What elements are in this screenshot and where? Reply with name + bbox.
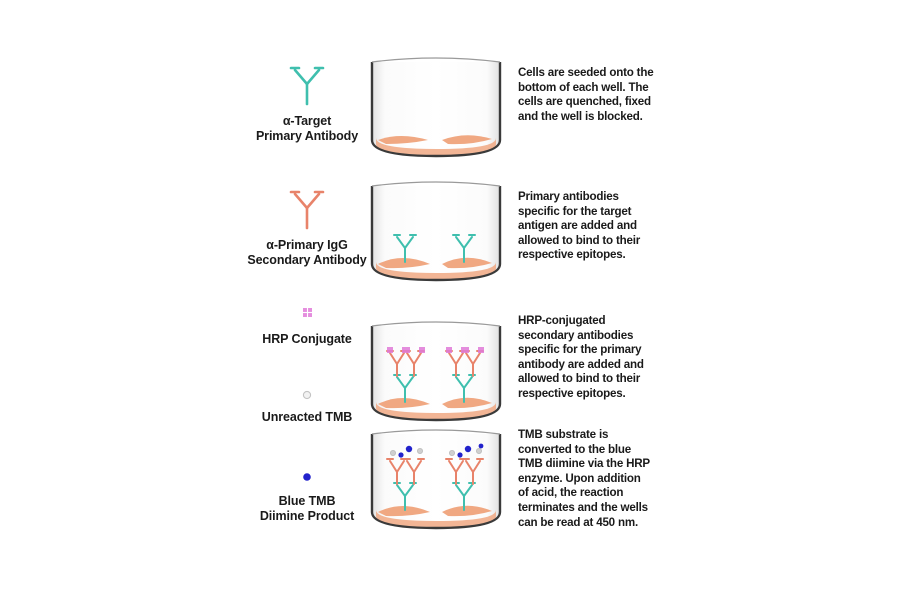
legend-step-1 — [228, 62, 386, 144]
diagram-row-step-4 — [0, 424, 900, 550]
blue-tmb-diimine-circle-icon — [228, 470, 386, 494]
description-step-4: TMB substrate is converted to the blue TMB diimine via the HRP enzyme. Upon addition of acid, the reaction terminates and the wells can be read at 450 nm. — [518, 428, 650, 529]
diagram-row-step-1 — [0, 52, 900, 162]
legend-step-2 — [228, 186, 386, 268]
antibody-y-icon-teal — [228, 62, 386, 114]
description-step-3: HRP-conjugated secondary antibodies specific for the primary antibody are added and allowed to bind to their respective epitopes. — [518, 314, 644, 400]
legend-label-step-1-line-1: α-Target — [282, 114, 332, 128]
well-step-4 — [368, 424, 504, 539]
well-step-3 — [368, 316, 504, 431]
hrp-conjugate-square-icon — [228, 304, 386, 332]
legend-label-step-4-line-2: Diimine Product — [259, 509, 355, 523]
well-step-1 — [368, 52, 504, 167]
legend-label-step-2-line-1: α-Primary IgG — [266, 238, 348, 252]
legend-label-step-3-hrp: HRP Conjugate — [262, 332, 352, 346]
legend-label-step-3-tmb: Unreacted TMB — [261, 410, 353, 424]
description-step-2: Primary antibodies specific for the target antigen are added and allowed to bind to their respective epitopes. — [518, 190, 641, 262]
diagram-row-step-2 — [0, 176, 900, 286]
legend-step-3-tmb — [228, 388, 386, 425]
well-step-2 — [368, 176, 504, 291]
legend-label-step-1-line-2: Primary Antibody — [255, 129, 359, 143]
unreacted-tmb-circle-icon — [228, 388, 386, 410]
diagram-row-step-3 — [0, 300, 900, 426]
legend-label-step-2-line-2: Secondary Antibody — [247, 253, 367, 267]
description-step-1: Cells are seeded onto the bottom of each well. The cells are quenched, fixed and the well is blocked. — [518, 66, 654, 123]
legend-step-4 — [228, 470, 386, 524]
antibody-y-icon-salmon — [228, 186, 386, 238]
legend-step-3-hrp — [228, 304, 386, 347]
legend-label-step-4-line-1: Blue TMB — [278, 494, 336, 508]
